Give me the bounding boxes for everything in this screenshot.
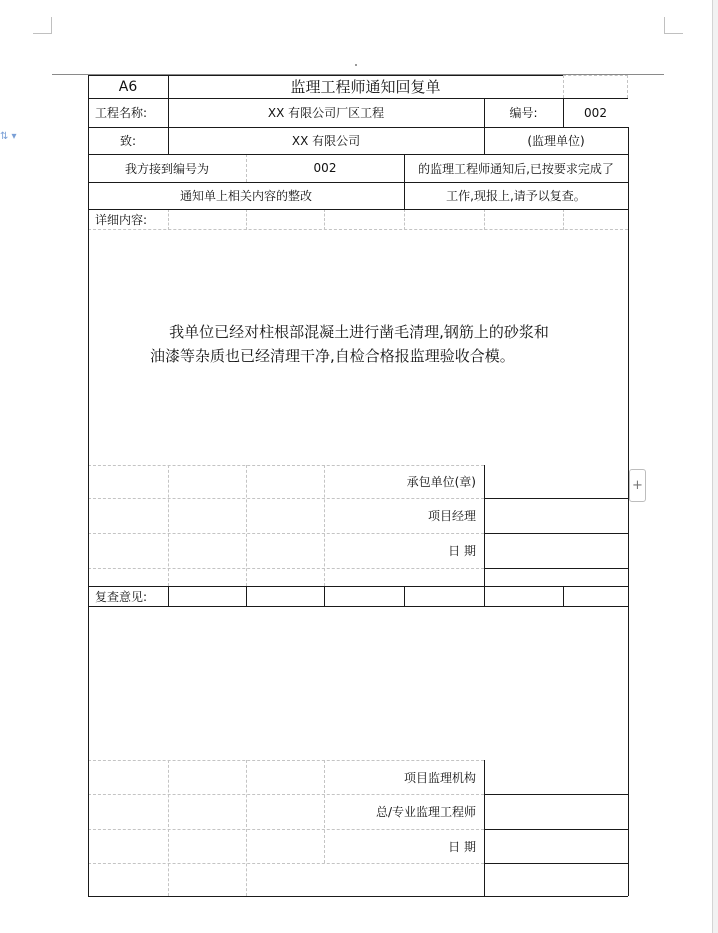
grid-line (563, 75, 628, 76)
received-number-field[interactable]: 002 (313, 161, 337, 175)
table-rule (88, 586, 628, 587)
table-rule (484, 568, 628, 569)
number-field[interactable]: 002 (584, 105, 607, 120)
table-rule (324, 586, 325, 606)
to-field[interactable]: XX 有限公司 (291, 134, 361, 148)
number-label: 编号: (509, 106, 538, 120)
grid-line (168, 209, 169, 230)
supervision-org-label: 项目监理机构 (403, 770, 476, 785)
table-rule (484, 794, 628, 795)
project-name-label: 工程名称: (95, 106, 148, 120)
project-name-field[interactable]: XX 有限公司厂区工程 (267, 106, 385, 120)
details-content[interactable]: 我单位已经对柱根部混凝土进行凿毛清理,钢筋上的砂浆和 油漆等杂质也已经清理干净,自检合格报监理验收合模。 (150, 323, 549, 365)
grid-line (246, 465, 247, 586)
add-row-button[interactable]: + (629, 469, 646, 502)
table-rule (88, 606, 628, 607)
grid-line (627, 75, 628, 98)
crop-mark-top-right (664, 17, 683, 34)
grid-line (88, 229, 628, 230)
received-prefix: 我方接到编号为 (124, 161, 209, 176)
table-rule (168, 586, 169, 606)
review-date-label: 日 期 (448, 839, 476, 854)
table-rule (484, 465, 485, 586)
grid-line (246, 760, 247, 896)
crop-mark-top-left (33, 17, 52, 34)
grid-line (404, 209, 405, 230)
review-label: 复查意见: (95, 589, 148, 604)
grid-line (88, 863, 484, 864)
received-suffix: 的监理工程师通知后,已按要求完成了 (418, 161, 614, 176)
contractor-seal-label: 承包单位(章) (406, 475, 476, 489)
grid-line (88, 568, 484, 569)
grid-line (168, 465, 169, 586)
grid-line (168, 760, 169, 896)
header-marker (355, 64, 357, 66)
table-rule (484, 586, 485, 606)
table-rule (404, 586, 405, 606)
table-border-right (628, 127, 629, 896)
form-code: A6 (118, 78, 138, 95)
form-title: 监理工程师通知回复单 (290, 78, 441, 96)
sort-icon[interactable]: ⇅ ▾ (0, 131, 17, 142)
grid-line (246, 209, 247, 230)
supervision-unit-note: (监理单位) (527, 134, 585, 148)
grid-line (563, 209, 564, 230)
table-rule (88, 209, 628, 210)
table-rule (484, 533, 628, 534)
chief-engineer-label: 总/专业监理工程师 (375, 805, 476, 819)
table-rule (563, 586, 564, 606)
grid-line (563, 75, 564, 98)
table-rule (484, 863, 628, 864)
table-rule (246, 586, 247, 606)
grid-line (484, 209, 485, 230)
to-label: 致: (119, 134, 137, 148)
details-label: 详细内容: (95, 212, 148, 227)
report-text: 工作,现报上,请予以复查。 (446, 189, 586, 203)
grid-line (324, 209, 325, 230)
project-manager-label: 项目经理 (427, 509, 476, 523)
date-label: 日 期 (448, 544, 476, 558)
table-border-bottom (88, 896, 628, 897)
table-rule (484, 498, 628, 499)
table-rule (484, 829, 628, 830)
table-rule (484, 760, 485, 896)
rectify-text: 通知单上相关内容的整改 (179, 189, 312, 203)
